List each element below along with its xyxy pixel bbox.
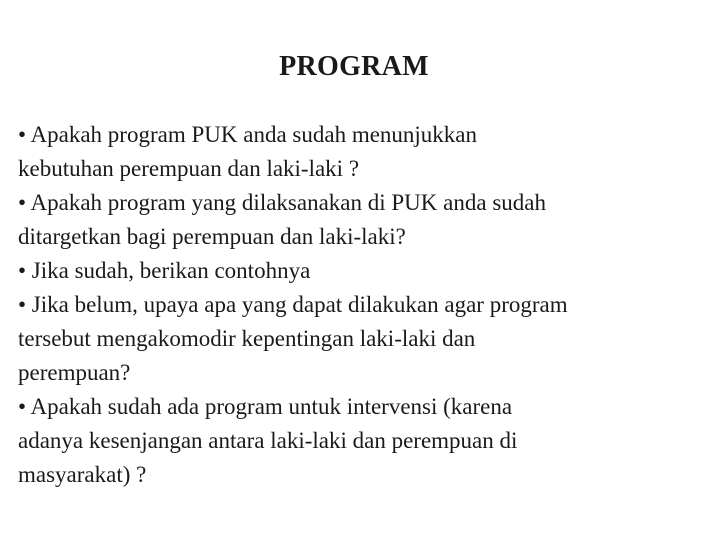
body-line: masyarakat) ? [18,462,147,487]
body-line: • Jika belum, upaya apa yang dapat dilakukan agar program [18,292,568,317]
body-line: • Apakah sudah ada program untuk intervensi (karena [18,394,513,419]
body-line: ditargetkan bagi perempuan dan laki-laki? [18,224,406,249]
slide-body [18,118,708,492]
body-line: tersebut mengakomodir kepentingan laki-laki dan [18,326,476,351]
body-line: perempuan? [18,360,131,385]
body-line: • Jika sudah, berikan contohnya [18,258,311,283]
body-line: adanya kesenjangan antara laki-laki dan perempuan di [18,428,518,453]
body-line: • Apakah program PUK anda sudah menunjukkan [18,122,478,147]
body-line: • Apakah program yang dilaksanakan di PUK anda sudah [18,190,546,215]
body-line: kebutuhan perempuan dan laki-laki ? [18,156,360,181]
slide-title: PROGRAM [279,51,429,82]
